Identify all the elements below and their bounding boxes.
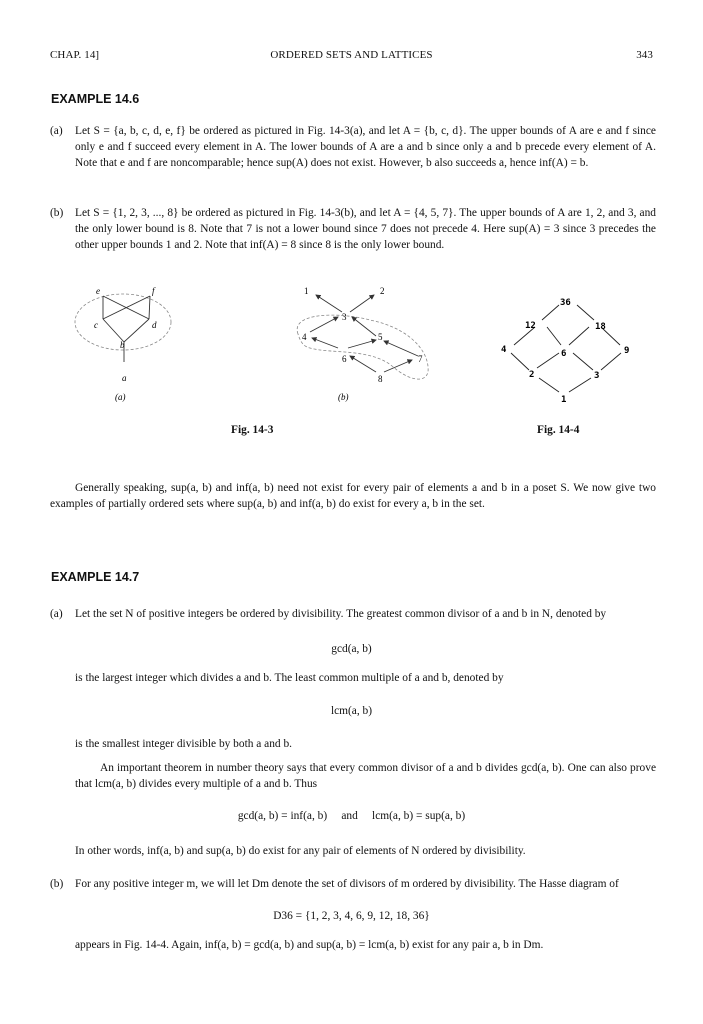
node-3: 3 — [594, 371, 600, 381]
example-14-7-part-b-intro — [50, 876, 656, 892]
node-c: c — [94, 320, 98, 330]
edge-f-d — [149, 296, 150, 319]
edge-3-2 — [350, 295, 374, 312]
part-text: Let S = {1, 2, 3, ..., 8} be ordered as pictured in Fig. 14-3(b), and let A = {4, 5, 7}. The upper bounds of A are 1, 2, and 3, and the only lower bound is 8. Note that 7 is not a lower bound since 7 does not precede 4. Here sup(A) = 3 since 3 precedes the other upper bounds 1 and 2. Note that inf(A) = 8 since 8 is the only lower bound. — [75, 207, 656, 251]
final-paragraph: appears in Fig. 14-4. Again, inf(a, b) = gcd(a, b) and sup(a, b) = lcm(a, b) exist for any pair a, b in Dm. — [75, 939, 544, 951]
part-label: (b) — [50, 207, 64, 219]
edge-18-36 — [577, 305, 594, 320]
edge-2-4 — [511, 353, 529, 370]
edge-c-b — [103, 319, 124, 342]
example-14-6-part-b — [50, 205, 656, 253]
edge-4-3 — [310, 317, 338, 332]
figure-14-3-caption: Fig. 14-3 — [231, 424, 274, 436]
edge-3-6 — [573, 353, 593, 370]
node-1: 1 — [304, 286, 309, 296]
part-label: (a) — [50, 608, 63, 620]
d36-set-expression: D36 = {1, 2, 3, 4, 6, 9, 12, 18, 36} — [273, 910, 430, 922]
edge-8-6 — [350, 356, 376, 372]
edge-5-3 — [352, 317, 376, 336]
part-text: Let the set N of positive integers be ordered by divisibility. The greatest common divisor of a and b in N, denoted by — [75, 608, 607, 620]
node-6: 6 — [342, 354, 347, 364]
part-label: (b) — [50, 878, 64, 890]
part-text: For any positive integer m, we will let Dm denote the set of divisors of m ordered by divisibility. The Hasse diagram of — [75, 878, 619, 890]
node-e: e — [96, 286, 100, 296]
edge-7-5 — [384, 341, 418, 356]
node-7: 7 — [418, 354, 423, 364]
gcd-expression: gcd(a, b) — [331, 643, 372, 655]
node-36: 36 — [560, 298, 571, 308]
lcm-intro: is the largest integer which divides a and b. The least common multiple of a and b, denoted by — [75, 672, 504, 684]
example-14-6-part-a — [50, 123, 656, 171]
figure-b-label: (b) — [338, 392, 349, 402]
edge-8-7 — [384, 360, 412, 372]
conclusion: In other words, inf(a, b) and sup(a, b) do exist for any pair of elements of N ordered by divisibility. — [75, 845, 526, 857]
lcm-definition: is the smallest integer divisible by both a and b. — [75, 738, 293, 750]
example-14-7-part-a-intro — [50, 606, 656, 622]
node-2: 2 — [529, 370, 535, 380]
general-paragraph: Generally speaking, sup(a, b) and inf(a, b) need not exist for every pair of elements a and b in a poset S. We now give two examples of partially ordered sets where sup(a, b) and inf(a, b) do exist for every a, b in the set. — [50, 482, 656, 510]
figure-14-3a — [70, 282, 180, 407]
node-2: 2 — [380, 286, 385, 296]
node-3: 3 — [342, 312, 347, 322]
set-a-outline — [297, 315, 428, 379]
node-8: 8 — [378, 374, 383, 384]
node-1: 1 — [561, 395, 567, 405]
chapter-label: CHAP. 14] — [50, 49, 100, 61]
figure-a-label: (a) — [115, 392, 126, 402]
edge-12-36 — [542, 305, 559, 320]
edge-3-9 — [601, 353, 621, 370]
node-12: 12 — [525, 321, 536, 331]
node-6: 6 — [561, 349, 567, 359]
part-text: Let S = {a, b, c, d, e, f} be ordered as pictured in Fig. 14-3(a), and let A = {b, c, d}. The upper bounds of A are e and f since only e and f succeed every element in A. The lower bounds of A are a and b since only a and b precede every element of A. Note that e and f are noncomparable; hence sup(A) does not exist. However, b also succeeds a, hence inf(A) = b. — [75, 125, 656, 169]
lcm-expression: lcm(a, b) — [330, 705, 373, 717]
edge-d-b — [124, 319, 149, 342]
page-number: 343 — [636, 49, 653, 61]
figure-14-3b — [280, 282, 440, 407]
edge-6-4 — [312, 338, 338, 348]
node-18: 18 — [595, 322, 606, 332]
part-label: (a) — [50, 125, 63, 137]
node-4: 4 — [501, 345, 507, 355]
figure-14-4 — [497, 290, 647, 405]
edge-1-2 — [539, 378, 559, 392]
node-9: 9 — [624, 346, 630, 356]
edge-2-6 — [537, 353, 559, 368]
theorem-paragraph: An important theorem in number theory says that every common divisor of a and b divides gcd(a, b). One can also prove that lcm(a, b) divides every multiple of a and b. Thus — [75, 762, 656, 790]
edge-6-18 — [569, 327, 589, 345]
edge-6-12 — [547, 327, 561, 345]
node-f: f — [152, 286, 155, 296]
edge-3-1 — [316, 295, 342, 312]
node-d: d — [152, 320, 157, 330]
running-title: ORDERED SETS AND LATTICES — [270, 49, 433, 61]
example-14-7-heading: EXAMPLE 14.7 — [51, 570, 140, 584]
node-a: a — [122, 373, 127, 383]
node-b: b — [120, 340, 125, 350]
node-4: 4 — [302, 332, 307, 342]
node-5: 5 — [378, 332, 383, 342]
edge-1-3 — [569, 378, 591, 392]
figure-14-4-caption: Fig. 14-4 — [537, 424, 580, 436]
edge-6-5 — [348, 340, 376, 348]
example-14-6-heading: EXAMPLE 14.6 — [51, 92, 140, 106]
gcd-lcm-equation: gcd(a, b) = inf(a, b) and lcm(a, b) = sup(a, b) — [237, 810, 466, 822]
